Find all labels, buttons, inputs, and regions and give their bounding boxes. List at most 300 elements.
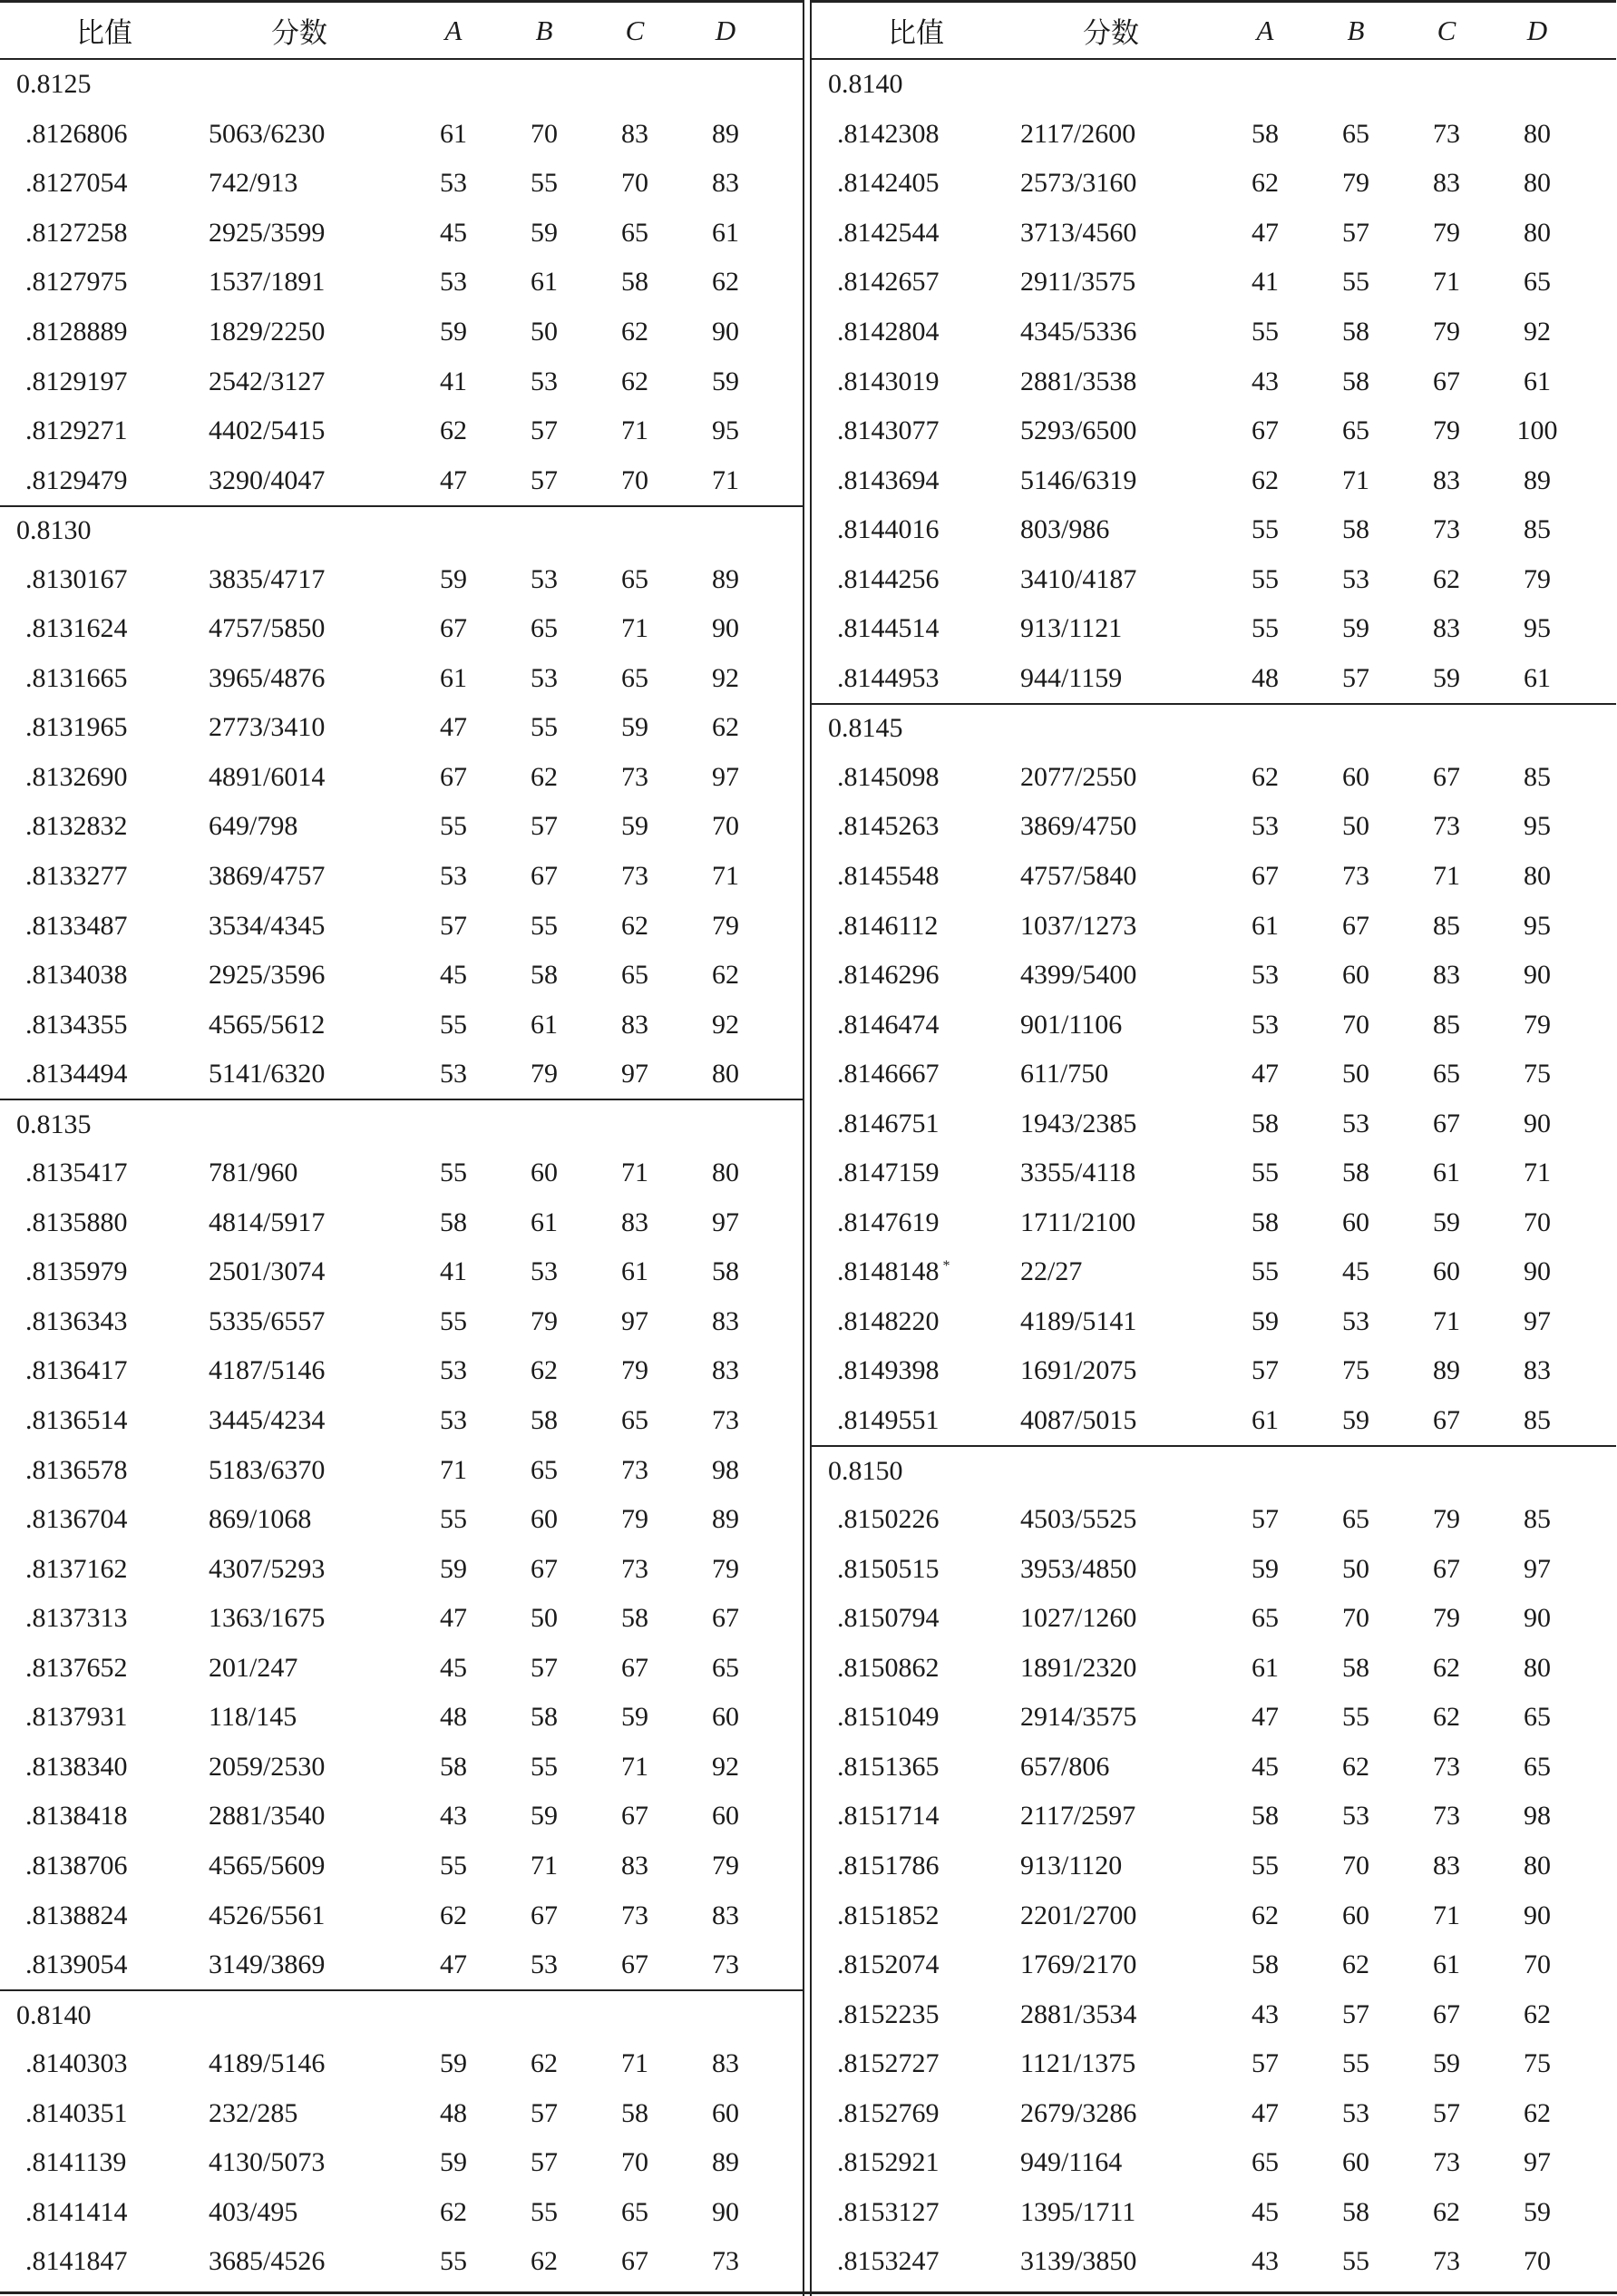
ratio-cell bbox=[0, 1355, 209, 1386]
ratio-cell bbox=[812, 564, 1020, 595]
value-cell-c: 67 bbox=[621, 1801, 648, 1832]
value-cell-b: 65 bbox=[531, 1454, 558, 1485]
ratio-value: .8127975 bbox=[25, 267, 128, 298]
value-cell-a: 59 bbox=[1252, 1553, 1279, 1584]
value-cell-b: 58 bbox=[1342, 317, 1369, 347]
value-cell-d: 59 bbox=[712, 366, 739, 396]
table-row bbox=[812, 258, 1616, 308]
ratio-cell bbox=[812, 2048, 1020, 2079]
table-row bbox=[812, 1594, 1616, 1644]
value-cell-a: 43 bbox=[1252, 2246, 1279, 2277]
ratio-value: .8138340 bbox=[25, 1751, 128, 1782]
table-row bbox=[0, 110, 804, 160]
ratio-cell bbox=[0, 1256, 209, 1287]
table-row bbox=[0, 1743, 804, 1793]
table-right-column bbox=[812, 0, 1616, 2287]
table-row bbox=[0, 2237, 804, 2287]
value-cell-a: 55 bbox=[1252, 514, 1279, 545]
table-row bbox=[0, 2088, 804, 2138]
value-cell-d: 75 bbox=[1524, 2048, 1551, 2079]
ratio-cell bbox=[0, 1455, 209, 1486]
value-cell-b: 60 bbox=[1342, 960, 1369, 991]
value-cell-b: 58 bbox=[1342, 514, 1369, 545]
value-cell-c: 61 bbox=[1433, 1158, 1460, 1188]
value-cell-c: 71 bbox=[621, 1158, 648, 1188]
table-row bbox=[812, 1792, 1616, 1842]
value-cell-a: 57 bbox=[440, 910, 467, 941]
table-row bbox=[812, 753, 1616, 803]
table-row bbox=[0, 1297, 804, 1347]
ratio-value: .8130167 bbox=[25, 563, 128, 594]
table-row bbox=[812, 308, 1616, 357]
ratio-cell bbox=[0, 1554, 209, 1585]
value-cell-b: 62 bbox=[531, 2048, 558, 2079]
fraction-cell: 4565/5612 bbox=[209, 1009, 326, 1040]
ratio-value: .8135979 bbox=[25, 1256, 128, 1287]
value-cell-b: 53 bbox=[1342, 2097, 1369, 2128]
value-cell-c: 85 bbox=[1433, 910, 1460, 941]
fraction-cell: 4399/5400 bbox=[1020, 960, 1137, 991]
ratio-cell bbox=[812, 119, 1020, 150]
table-row bbox=[812, 1198, 1616, 1248]
value-cell-d: 89 bbox=[712, 2147, 739, 2178]
group-header-row bbox=[812, 60, 1616, 110]
value-cell-a: 62 bbox=[440, 415, 467, 446]
ratio-value: .8143694 bbox=[837, 464, 940, 495]
ratio-cell bbox=[812, 1949, 1020, 1980]
table-row bbox=[0, 308, 804, 357]
ratio-cell bbox=[812, 1109, 1020, 1139]
fraction-cell: 232/285 bbox=[209, 2097, 298, 2128]
table-row bbox=[0, 1594, 804, 1644]
value-cell-a: 55 bbox=[440, 811, 467, 842]
ratio-cell bbox=[812, 1355, 1020, 1386]
header-d: D bbox=[715, 14, 736, 46]
value-cell-a: 55 bbox=[1252, 317, 1279, 347]
table-row bbox=[0, 2188, 804, 2238]
fraction-cell: 2925/3596 bbox=[209, 960, 326, 991]
table-row bbox=[812, 852, 1616, 902]
ratio-cell bbox=[0, 1059, 209, 1089]
value-cell-b: 60 bbox=[1342, 761, 1369, 792]
fraction-cell: 611/750 bbox=[1020, 1059, 1109, 1089]
value-cell-a: 61 bbox=[440, 662, 467, 693]
value-cell-a: 65 bbox=[1252, 2147, 1279, 2178]
value-cell-b: 79 bbox=[531, 1059, 558, 1089]
value-cell-c: 79 bbox=[1433, 217, 1460, 248]
value-cell-c: 79 bbox=[1433, 1603, 1460, 1634]
value-cell-d: 95 bbox=[1524, 811, 1551, 842]
value-cell-a: 53 bbox=[1252, 960, 1279, 991]
value-cell-a: 45 bbox=[440, 1652, 467, 1683]
fraction-cell: 742/913 bbox=[209, 168, 298, 199]
value-cell-b: 53 bbox=[1342, 563, 1369, 594]
table-row bbox=[0, 1644, 804, 1694]
value-cell-d: 97 bbox=[712, 1207, 739, 1237]
ratio-value: .8149551 bbox=[837, 1405, 940, 1436]
value-cell-d: 83 bbox=[712, 1355, 739, 1386]
value-cell-b: 60 bbox=[1342, 1207, 1369, 1237]
table-row bbox=[812, 1247, 1616, 1297]
table-row bbox=[812, 901, 1616, 951]
value-cell-a: 53 bbox=[1252, 1009, 1279, 1040]
value-cell-d: 73 bbox=[712, 1405, 739, 1436]
ratio-value: .8144016 bbox=[837, 514, 940, 545]
ratio-cell bbox=[0, 1801, 209, 1832]
value-cell-a: 61 bbox=[1252, 1652, 1279, 1683]
value-cell-d: 62 bbox=[712, 712, 739, 743]
value-cell-b: 59 bbox=[531, 217, 558, 248]
value-cell-c: 59 bbox=[1433, 2048, 1460, 2079]
fraction-cell: 913/1120 bbox=[1020, 1850, 1123, 1881]
ratio-value: .8145263 bbox=[837, 811, 940, 842]
fraction-cell: 4814/5917 bbox=[209, 1207, 326, 1237]
fraction-cell: 4526/5561 bbox=[209, 1900, 326, 1930]
fraction-cell: 2059/2530 bbox=[209, 1751, 326, 1782]
ratio-value: .8129197 bbox=[25, 366, 128, 396]
value-cell-c: 79 bbox=[1433, 415, 1460, 446]
table-row bbox=[812, 1495, 1616, 1545]
value-cell-c: 71 bbox=[1433, 1900, 1460, 1930]
value-cell-c: 73 bbox=[1433, 2147, 1460, 2178]
value-cell-c: 73 bbox=[1433, 2246, 1460, 2277]
ratio-cell bbox=[812, 1603, 1020, 1634]
fraction-cell: 3953/4850 bbox=[1020, 1553, 1137, 1584]
value-cell-a: 53 bbox=[440, 168, 467, 199]
value-cell-b: 67 bbox=[531, 1900, 558, 1930]
value-cell-c: 62 bbox=[1433, 563, 1460, 594]
ratio-value: .8136417 bbox=[25, 1355, 128, 1386]
group-header-row bbox=[0, 1989, 804, 2039]
ratio-value: .8147159 bbox=[837, 1158, 940, 1188]
ratio-value: .8145548 bbox=[837, 861, 940, 892]
table-header-row bbox=[0, 0, 804, 60]
fraction-cell: 4087/5015 bbox=[1020, 1405, 1137, 1436]
value-cell-d: 95 bbox=[1524, 910, 1551, 941]
value-cell-b: 71 bbox=[531, 1850, 558, 1881]
ratio-cell bbox=[0, 1702, 209, 1733]
value-cell-c: 83 bbox=[1433, 168, 1460, 199]
ratio-value: .8133277 bbox=[25, 861, 128, 892]
ratio-cell bbox=[0, 2098, 209, 2129]
value-cell-d: 60 bbox=[712, 2097, 739, 2128]
value-cell-d: 80 bbox=[1524, 861, 1551, 892]
ratio-cell bbox=[812, 415, 1020, 446]
value-cell-a: 43 bbox=[1252, 366, 1279, 396]
value-cell-a: 59 bbox=[440, 2147, 467, 2178]
fraction-cell: 4757/5840 bbox=[1020, 861, 1137, 892]
fraction-cell: 3534/4345 bbox=[209, 910, 326, 941]
value-cell-a: 59 bbox=[1252, 1305, 1279, 1336]
value-cell-b: 57 bbox=[531, 464, 558, 495]
ratio-value: .8151365 bbox=[837, 1751, 940, 1782]
value-cell-a: 57 bbox=[1252, 1355, 1279, 1386]
ratio-value: .8150794 bbox=[837, 1603, 940, 1634]
value-cell-b: 67 bbox=[531, 861, 558, 892]
value-cell-d: 83 bbox=[712, 168, 739, 199]
ratio-value: .8146667 bbox=[837, 1059, 940, 1089]
value-cell-a: 57 bbox=[1252, 1504, 1279, 1535]
value-cell-a: 59 bbox=[440, 1553, 467, 1584]
ratio-value: .8152769 bbox=[837, 2097, 940, 2128]
fraction-cell: 869/1068 bbox=[209, 1504, 312, 1535]
value-cell-b: 62 bbox=[1342, 1751, 1369, 1782]
value-cell-c: 70 bbox=[621, 464, 648, 495]
value-cell-b: 50 bbox=[1342, 811, 1369, 842]
ratio-value: .8131624 bbox=[25, 613, 128, 644]
header-ratio: 比值 bbox=[76, 17, 132, 49]
footnote-star: * bbox=[942, 1258, 950, 1275]
value-cell-d: 90 bbox=[1524, 1603, 1551, 1634]
value-cell-a: 58 bbox=[440, 1751, 467, 1782]
value-cell-d: 83 bbox=[712, 1900, 739, 1930]
value-cell-d: 92 bbox=[712, 662, 739, 693]
fraction-cell: 4130/5073 bbox=[209, 2147, 326, 2178]
value-cell-c: 65 bbox=[621, 960, 648, 991]
fraction-cell: 4345/5336 bbox=[1020, 317, 1137, 347]
value-cell-b: 50 bbox=[1342, 1059, 1369, 1089]
value-cell-d: 71 bbox=[712, 861, 739, 892]
value-cell-c: 97 bbox=[621, 1059, 648, 1089]
value-cell-b: 57 bbox=[1342, 662, 1369, 693]
value-cell-a: 67 bbox=[440, 761, 467, 792]
value-cell-b: 62 bbox=[531, 2246, 558, 2277]
ratio-value: .8142544 bbox=[837, 217, 940, 248]
value-cell-a: 47 bbox=[440, 1949, 467, 1980]
table-row bbox=[812, 2138, 1616, 2188]
value-cell-d: 75 bbox=[1524, 1059, 1551, 1089]
value-cell-c: 73 bbox=[1433, 811, 1460, 842]
table-row bbox=[0, 753, 804, 803]
fraction-cell: 2501/3074 bbox=[209, 1256, 326, 1287]
table-row bbox=[812, 2188, 1616, 2238]
fraction-cell: 657/806 bbox=[1020, 1751, 1110, 1782]
value-cell-c: 62 bbox=[621, 317, 648, 347]
ratio-value: .8126806 bbox=[25, 118, 128, 149]
value-cell-c: 71 bbox=[1433, 861, 1460, 892]
value-cell-c: 79 bbox=[1433, 317, 1460, 347]
ratio-cell bbox=[812, 811, 1020, 842]
value-cell-a: 55 bbox=[440, 1305, 467, 1336]
fraction-cell: 944/1159 bbox=[1020, 662, 1123, 693]
fraction-cell: 1829/2250 bbox=[209, 317, 326, 347]
value-cell-a: 47 bbox=[440, 712, 467, 743]
table-row bbox=[0, 654, 804, 704]
ratio-cell bbox=[812, 762, 1020, 793]
table-row bbox=[812, 1099, 1616, 1148]
value-cell-b: 57 bbox=[1342, 1998, 1369, 2029]
fraction-cell: 2573/3160 bbox=[1020, 168, 1137, 199]
fraction-cell: 1121/1375 bbox=[1020, 2048, 1136, 2079]
ratio-cell bbox=[812, 514, 1020, 545]
value-cell-d: 79 bbox=[712, 1850, 739, 1881]
value-cell-d: 97 bbox=[1524, 1553, 1551, 1584]
value-cell-d: 95 bbox=[712, 415, 739, 446]
value-cell-d: 71 bbox=[1524, 1158, 1551, 1188]
value-cell-b: 53 bbox=[531, 563, 558, 594]
ratio-cell bbox=[812, 2246, 1020, 2277]
ratio-value: .8136343 bbox=[25, 1305, 128, 1336]
table-row bbox=[812, 1842, 1616, 1891]
ratio-value: .8151786 bbox=[837, 1850, 940, 1881]
group-label: 0.8140 bbox=[828, 69, 903, 100]
value-cell-b: 53 bbox=[531, 1949, 558, 1980]
ratio-value: .8153247 bbox=[837, 2246, 940, 2277]
ratio-cell bbox=[0, 168, 209, 199]
value-cell-b: 57 bbox=[531, 2097, 558, 2128]
value-cell-a: 41 bbox=[1252, 267, 1279, 298]
fraction-cell: 2881/3534 bbox=[1020, 1998, 1137, 2029]
table-row bbox=[812, 159, 1616, 209]
value-cell-c: 83 bbox=[1433, 1850, 1460, 1881]
value-cell-d: 70 bbox=[712, 811, 739, 842]
value-cell-c: 65 bbox=[1433, 1059, 1460, 1089]
ratio-cell bbox=[0, 1752, 209, 1783]
fraction-cell: 2201/2700 bbox=[1020, 1900, 1137, 1930]
table-row bbox=[0, 604, 804, 654]
value-cell-a: 61 bbox=[1252, 910, 1279, 941]
value-cell-b: 59 bbox=[1342, 613, 1369, 644]
value-cell-c: 83 bbox=[621, 1207, 648, 1237]
value-cell-b: 67 bbox=[1342, 910, 1369, 941]
ratio-cell bbox=[0, 1207, 209, 1238]
value-cell-c: 67 bbox=[621, 2246, 648, 2277]
value-cell-d: 97 bbox=[712, 761, 739, 792]
ratio-cell bbox=[812, 2197, 1020, 2228]
value-cell-b: 57 bbox=[531, 2147, 558, 2178]
ratio-value: .8138706 bbox=[25, 1850, 128, 1881]
value-cell-c: 62 bbox=[1433, 1702, 1460, 1733]
fraction-cell: 2881/3540 bbox=[209, 1801, 326, 1832]
value-cell-d: 65 bbox=[1524, 1751, 1551, 1782]
value-cell-a: 59 bbox=[440, 563, 467, 594]
value-cell-b: 62 bbox=[531, 1355, 558, 1386]
value-cell-c: 83 bbox=[1433, 464, 1460, 495]
value-cell-a: 53 bbox=[440, 1059, 467, 1089]
value-cell-a: 59 bbox=[440, 317, 467, 347]
table-row bbox=[0, 1693, 804, 1743]
fraction-cell: 2077/2550 bbox=[1020, 761, 1137, 792]
value-cell-d: 90 bbox=[1524, 1900, 1551, 1930]
fraction-cell: 2881/3538 bbox=[1020, 366, 1137, 396]
value-cell-a: 53 bbox=[440, 1355, 467, 1386]
value-cell-d: 89 bbox=[712, 1504, 739, 1535]
ratio-cell bbox=[0, 564, 209, 595]
ratio-value: .8132832 bbox=[25, 811, 128, 842]
ratio-value: .8142804 bbox=[837, 317, 940, 347]
ratio-cell bbox=[0, 613, 209, 644]
ratio-value: .8152921 bbox=[837, 2147, 940, 2178]
fraction-cell: 5141/6320 bbox=[209, 1059, 326, 1089]
value-cell-a: 62 bbox=[440, 1900, 467, 1930]
value-cell-a: 62 bbox=[1252, 761, 1279, 792]
value-cell-b: 55 bbox=[531, 168, 558, 199]
value-cell-d: 80 bbox=[1524, 1850, 1551, 1881]
value-cell-a: 43 bbox=[440, 1801, 467, 1832]
value-cell-b: 70 bbox=[1342, 1603, 1369, 1634]
fraction-cell: 1363/1675 bbox=[209, 1603, 326, 1634]
fraction-cell: 5335/6557 bbox=[209, 1305, 326, 1336]
value-cell-c: 67 bbox=[1433, 1998, 1460, 2029]
ratio-value: .8138824 bbox=[25, 1900, 128, 1930]
ratio-value: .8143019 bbox=[837, 366, 940, 396]
fraction-cell: 5146/6319 bbox=[1020, 464, 1137, 495]
ratio-cell bbox=[812, 218, 1020, 249]
value-cell-b: 53 bbox=[1342, 1108, 1369, 1138]
table-row bbox=[0, 1247, 804, 1297]
value-cell-d: 80 bbox=[712, 1158, 739, 1188]
value-cell-d: 80 bbox=[1524, 168, 1551, 199]
value-cell-d: 80 bbox=[1524, 217, 1551, 248]
fraction-cell: 403/495 bbox=[209, 2196, 298, 2227]
ratio-cell bbox=[812, 613, 1020, 644]
group-header-row bbox=[0, 60, 804, 110]
value-cell-a: 62 bbox=[1252, 168, 1279, 199]
value-cell-d: 70 bbox=[1524, 1207, 1551, 1237]
ratio-cell bbox=[0, 960, 209, 991]
value-cell-b: 57 bbox=[531, 1652, 558, 1683]
fraction-cell: 1769/2170 bbox=[1020, 1949, 1137, 1980]
ratio-cell bbox=[0, 1653, 209, 1684]
value-cell-b: 70 bbox=[1342, 1850, 1369, 1881]
ratio-cell bbox=[812, 1653, 1020, 1684]
ratio-cell bbox=[0, 465, 209, 496]
value-cell-d: 85 bbox=[1524, 1405, 1551, 1436]
value-cell-d: 85 bbox=[1524, 761, 1551, 792]
value-cell-a: 62 bbox=[1252, 464, 1279, 495]
ratio-value: .8150515 bbox=[837, 1553, 940, 1584]
value-cell-b: 59 bbox=[1342, 1405, 1369, 1436]
value-cell-b: 53 bbox=[1342, 1305, 1369, 1336]
value-cell-d: 67 bbox=[712, 1603, 739, 1634]
value-cell-d: 62 bbox=[1524, 2097, 1551, 2128]
group-header-row bbox=[812, 1445, 1616, 1495]
ratio-value: .8152727 bbox=[837, 2048, 940, 2079]
value-cell-a: 45 bbox=[440, 960, 467, 991]
ratio-value: .8141139 bbox=[25, 2147, 127, 2178]
ratio-cell bbox=[0, 317, 209, 347]
ratio-cell bbox=[812, 1801, 1020, 1832]
value-cell-b: 79 bbox=[531, 1305, 558, 1336]
ratio-cell bbox=[0, 415, 209, 446]
table-row bbox=[0, 1495, 804, 1545]
value-cell-a: 53 bbox=[440, 267, 467, 298]
value-cell-c: 61 bbox=[1433, 1949, 1460, 1980]
fraction-cell: 4189/5146 bbox=[209, 2048, 326, 2079]
table-row bbox=[0, 703, 804, 753]
header-fraction: 分数 bbox=[271, 17, 327, 49]
table-row bbox=[0, 1891, 804, 1940]
value-cell-a: 58 bbox=[1252, 1949, 1279, 1980]
ratio-cell bbox=[812, 168, 1020, 199]
ratio-cell bbox=[0, 1900, 209, 1931]
group-header-row bbox=[0, 1099, 804, 1148]
fraction-cell: 3445/4234 bbox=[209, 1405, 326, 1436]
value-cell-a: 62 bbox=[440, 2196, 467, 2227]
ratio-value: .8129271 bbox=[25, 415, 128, 446]
ratio-value: .8127054 bbox=[25, 168, 128, 199]
value-cell-a: 45 bbox=[1252, 2196, 1279, 2227]
value-cell-d: 61 bbox=[712, 217, 739, 248]
value-cell-b: 70 bbox=[1342, 1009, 1369, 1040]
value-cell-a: 58 bbox=[1252, 1207, 1279, 1237]
ratio-cell bbox=[0, 1306, 209, 1337]
value-cell-b: 60 bbox=[1342, 2147, 1369, 2178]
ratio-cell bbox=[812, 1158, 1020, 1188]
value-cell-d: 62 bbox=[1524, 1998, 1551, 2029]
table-row bbox=[812, 2088, 1616, 2138]
value-cell-b: 62 bbox=[531, 761, 558, 792]
